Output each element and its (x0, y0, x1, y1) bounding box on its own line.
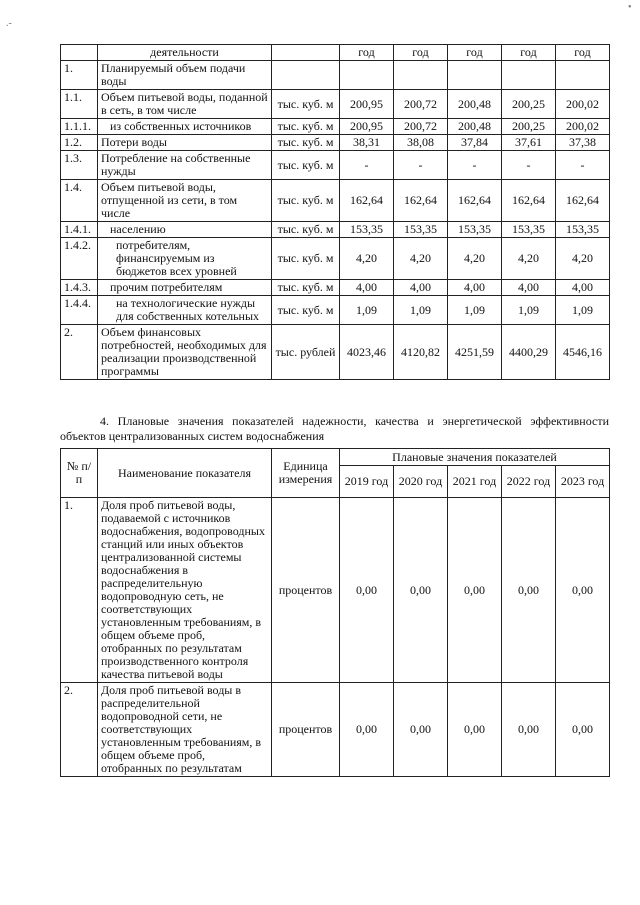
row-value (448, 61, 502, 90)
row-value: 0,00 (556, 683, 610, 777)
table-row (61, 222, 610, 238)
header-number: № п/п (61, 449, 98, 498)
row-value: 200,95 (340, 119, 394, 135)
row-value: 200,95 (340, 90, 394, 119)
row-value: 4251,59 (448, 325, 502, 380)
row-value: 1,09 (340, 296, 394, 325)
row-value: 4,00 (340, 280, 394, 296)
table-row (61, 280, 610, 296)
row-value: 0,00 (556, 498, 610, 683)
row-value (502, 61, 556, 90)
header-unit-cell (272, 45, 340, 61)
row-value: 1,09 (448, 296, 502, 325)
row-value: 37,61 (502, 135, 556, 151)
row-value: 200,25 (502, 119, 556, 135)
row-value: 200,25 (502, 90, 556, 119)
table-row (61, 238, 610, 280)
row-value: - (502, 151, 556, 180)
header-year-2021: 2021 год (448, 466, 502, 498)
row-value: 0,00 (394, 683, 448, 777)
header-year-2020: 2020 год (394, 466, 448, 498)
row-value: 4400,29 (502, 325, 556, 380)
row-number: 1.4.2. (61, 238, 98, 280)
header-planned-values: Плановые значения показателей (340, 449, 610, 466)
table2-header-row-1 (61, 449, 610, 466)
row-name: Объем финансовых потребностей, необходимых для реализации производственной программы (98, 325, 272, 380)
row-value: 200,72 (394, 119, 448, 135)
row-value: 162,64 (394, 180, 448, 222)
row-value: 0,00 (340, 498, 394, 683)
row-value: - (340, 151, 394, 180)
row-name: Потребление на собственные нужды (98, 151, 272, 180)
table-row (61, 135, 610, 151)
row-value: 37,38 (556, 135, 610, 151)
row-unit: тыс. куб. м (272, 135, 340, 151)
header-year-5: год (556, 45, 610, 61)
row-unit: процентов (272, 498, 340, 683)
header-year-2022: 2022 год (502, 466, 556, 498)
row-unit: тыс. куб. м (272, 119, 340, 135)
row-number: 1.1.1. (61, 119, 98, 135)
row-number: 1.2. (61, 135, 98, 151)
row-value: 200,02 (556, 119, 610, 135)
row-name: населению (98, 222, 272, 238)
row-value: 153,35 (448, 222, 502, 238)
row-value (340, 61, 394, 90)
row-value: 1,09 (394, 296, 448, 325)
row-value: 162,64 (556, 180, 610, 222)
row-name: потребителям, финансируемым из бюджетов всех уровней (98, 238, 272, 280)
row-value: 0,00 (502, 498, 556, 683)
header-year-4: год (502, 45, 556, 61)
row-number: 1.4.3. (61, 280, 98, 296)
row-number: 1.4.1. (61, 222, 98, 238)
row-number: 2. (61, 325, 98, 380)
row-unit: тыс. куб. м (272, 151, 340, 180)
header-year-2023: 2023 год (556, 466, 610, 498)
row-value: 1,09 (502, 296, 556, 325)
row-value: 4,00 (448, 280, 502, 296)
row-value: - (394, 151, 448, 180)
row-value: 4,20 (394, 238, 448, 280)
section-4-caption (60, 414, 609, 444)
row-name: из собственных источников (98, 119, 272, 135)
row-value: 4,00 (556, 280, 610, 296)
row-value: 4,20 (448, 238, 502, 280)
row-name: Планируемый объем подачи воды (98, 61, 272, 90)
header-num-cell (61, 45, 98, 61)
row-name: Объем питьевой воды, отпущенной из сети, в том числе (98, 180, 272, 222)
table1-body (61, 61, 610, 380)
row-number: 2. (61, 683, 98, 777)
row-unit: тыс. куб. м (272, 222, 340, 238)
row-value: 37,84 (448, 135, 502, 151)
row-value: 200,48 (448, 90, 502, 119)
row-value: 4,20 (502, 238, 556, 280)
header-unit: Единица измерения (272, 449, 340, 498)
row-unit: тыс. куб. м (272, 280, 340, 296)
scan-mark: .- (6, 18, 12, 29)
row-value: 4023,46 (340, 325, 394, 380)
header-year-2: год (394, 45, 448, 61)
table1-header-row (61, 45, 610, 61)
row-name: Потери воды (98, 135, 272, 151)
row-value: 4120,82 (394, 325, 448, 380)
row-unit: тыс. куб. м (272, 238, 340, 280)
header-activity: деятельности (98, 45, 272, 61)
row-value: 200,72 (394, 90, 448, 119)
row-value: 162,64 (340, 180, 394, 222)
row-value: 38,31 (340, 135, 394, 151)
row-value: 162,64 (502, 180, 556, 222)
row-value: 0,00 (448, 683, 502, 777)
row-value: 162,64 (448, 180, 502, 222)
row-value: 38,08 (394, 135, 448, 151)
row-unit: процентов (272, 683, 340, 777)
table-row (61, 498, 610, 683)
row-value: 4,00 (502, 280, 556, 296)
row-number: 1. (61, 498, 98, 683)
table-row (61, 119, 610, 135)
row-value: 4,00 (394, 280, 448, 296)
table-row (61, 90, 610, 119)
row-value: 153,35 (556, 222, 610, 238)
row-name: Доля проб питьевой воды в распределительной водопроводной сети, не соответствующих установленным требованиям, в общем объеме проб, отобранных по результатам (98, 683, 272, 777)
row-unit (272, 61, 340, 90)
row-number: 1.4.4. (61, 296, 98, 325)
row-value: 0,00 (502, 683, 556, 777)
row-value: - (556, 151, 610, 180)
row-value (394, 61, 448, 90)
table-row (61, 151, 610, 180)
row-unit: тыс. куб. м (272, 296, 340, 325)
production-program-table (60, 44, 610, 380)
table2-body (61, 498, 610, 777)
table-row (61, 683, 610, 777)
row-value: 153,35 (340, 222, 394, 238)
row-value: 0,00 (448, 498, 502, 683)
header-year-3: год (448, 45, 502, 61)
row-name: на технологические нужды для собственных котельных (98, 296, 272, 325)
row-value: 4546,16 (556, 325, 610, 380)
header-year-2019: 2019 год (340, 466, 394, 498)
row-number: 1. (61, 61, 98, 90)
row-value: 0,00 (340, 683, 394, 777)
row-number: 1.1. (61, 90, 98, 119)
table-row (61, 296, 610, 325)
scan-dot: • (628, 2, 632, 13)
row-name: Доля проб питьевой воды, подаваемой с источников водоснабжения, водопроводных станций или иных объектов централизованной системы водоснабжения в распределительную водопроводную сеть, не соответствующих установленным требованиям, в общем объеме проб, отобранных по результатам производственного контроля качества питьевой воды (98, 498, 272, 683)
table-row (61, 325, 610, 380)
row-unit: тыс. куб. м (272, 90, 340, 119)
row-name: прочим потребителям (98, 280, 272, 296)
indicators-table (60, 448, 610, 777)
row-value: 153,35 (394, 222, 448, 238)
section-4-caption-text: 4. Плановые значения показателей надежности, качества и энергетической эффективности объектов централизованных систем водоснабжения (60, 414, 609, 443)
header-indicator-name: Наименование показателя (98, 449, 272, 498)
row-name: Объем питьевой воды, поданной в сеть, в том числе (98, 90, 272, 119)
row-value: 200,48 (448, 119, 502, 135)
row-value: 153,35 (502, 222, 556, 238)
row-value: 1,09 (556, 296, 610, 325)
header-year-1: год (340, 45, 394, 61)
row-number: 1.3. (61, 151, 98, 180)
table-row (61, 180, 610, 222)
row-unit: тыс. рублей (272, 325, 340, 380)
row-value: 200,02 (556, 90, 610, 119)
row-value: 0,00 (394, 498, 448, 683)
row-number: 1.4. (61, 180, 98, 222)
row-value: 4,20 (556, 238, 610, 280)
row-value: - (448, 151, 502, 180)
row-unit: тыс. куб. м (272, 180, 340, 222)
table-row (61, 61, 610, 90)
row-value: 4,20 (340, 238, 394, 280)
row-value (556, 61, 610, 90)
